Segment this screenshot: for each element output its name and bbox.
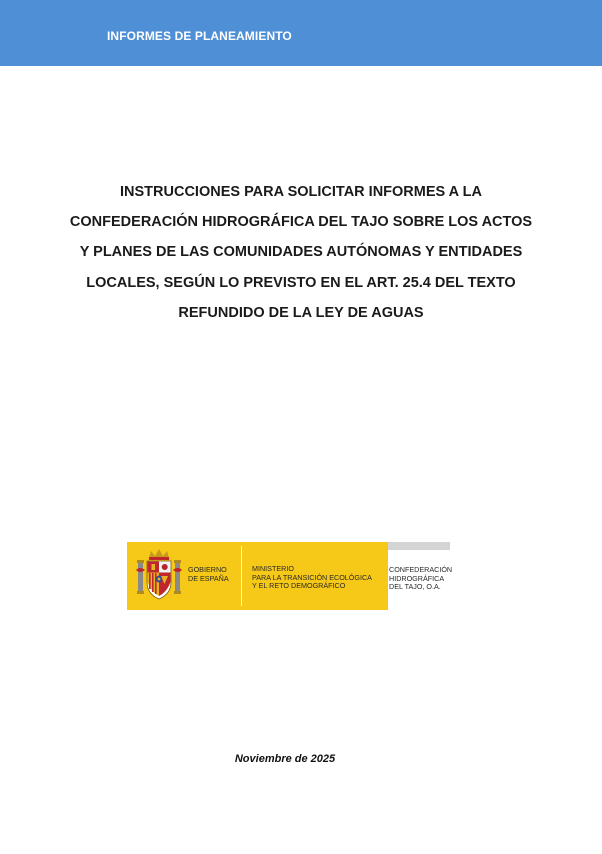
title-line: REFUNDIDO DE LA LEY DE AGUAS: [178, 304, 424, 321]
document-title: [60, 177, 542, 328]
title-line: Y PLANES DE LAS COMUNIDADES AUTÓNOMAS Y ENTIDADES: [79, 244, 523, 261]
logo-text-line: MINISTERIO: [252, 564, 294, 573]
spain-coat-of-arms-icon: [136, 548, 182, 602]
header-band: [0, 0, 602, 66]
logo-text-line: Y EL RETO DEMOGRÁFICO: [252, 581, 346, 591]
title-line: INSTRUCCIONES PARA SOLICITAR INFORMES A LA: [120, 184, 482, 200]
ministry-label: [252, 565, 372, 591]
logo-divider: [241, 546, 242, 606]
logo-grey-bar: [388, 542, 450, 550]
header-title: INFORMES DE PLANEAMIENTO: [107, 29, 292, 43]
government-of-spain-label: [188, 566, 229, 583]
logo-text-line: CONFEDERACIÓN: [389, 565, 453, 574]
logo-text-line: HIDROGRÁFICA: [389, 573, 445, 583]
logo-text-line: GOBIERNO: [188, 565, 227, 574]
logo-text-line: DEL TAJO, O.A.: [389, 582, 441, 592]
logo-text-line: PARA LA TRANSICIÓN ECOLÓGICA: [252, 572, 372, 582]
confederation-label: [389, 566, 452, 592]
publication-date: Noviembre de 2025: [234, 753, 336, 765]
title-line: LOCALES, SEGÚN LO PREVISTO EN EL ART. 25.4 DEL TEXTO: [86, 274, 516, 291]
logo-text-line: DE ESPAÑA: [188, 573, 229, 583]
title-line: CONFEDERACIÓN HIDROGRÁFICA DEL TAJO SOBRE LOS ACTOS: [69, 214, 533, 231]
